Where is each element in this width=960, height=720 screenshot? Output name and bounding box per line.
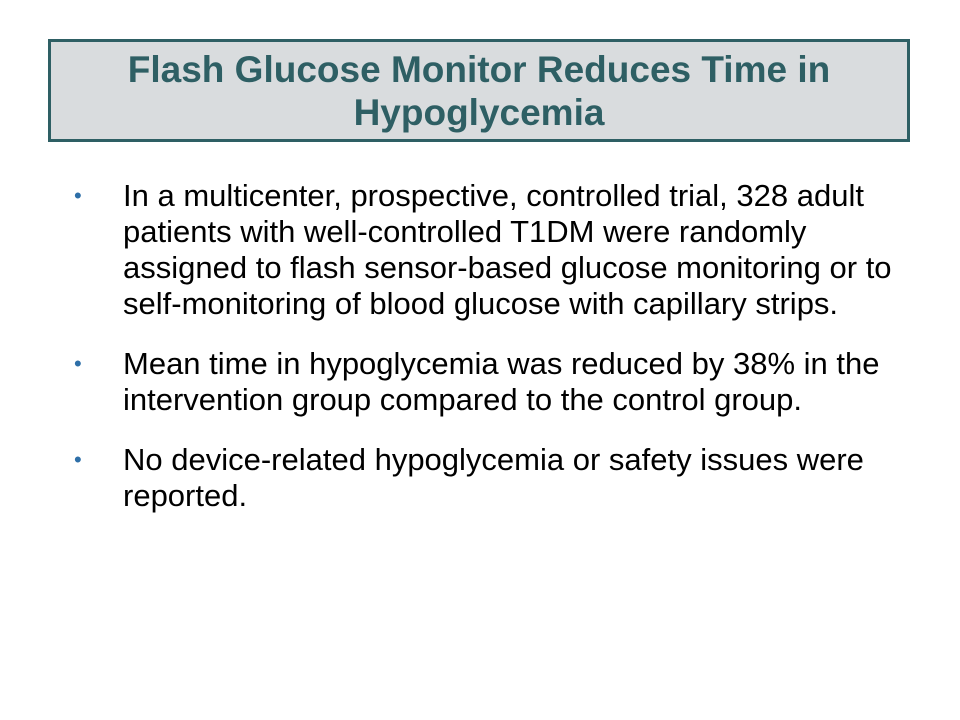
bullet-text: In a multicenter, prospective, controlled trial, 328 adult patients with well-controlled T1DM were randomly assigned to flash sensor-based glucose monitoring or to self-monitoring of blood glucose with capillary strips. (123, 178, 892, 321)
slide-title: Flash Glucose Monitor Reduces Time in Hypoglycemia (127, 48, 831, 133)
bullet-icon: • (74, 351, 82, 376)
bullet-item-result (72, 346, 902, 418)
title-box (48, 39, 910, 142)
bullet-text: Mean time in hypoglycemia was reduced by 38% in the intervention group compared to the control group. (123, 346, 880, 417)
bullet-text: No device-related hypoglycemia or safety issues were reported. (123, 442, 864, 513)
bullet-item-trial (72, 178, 902, 322)
bullet-icon: • (74, 447, 82, 472)
bullet-item-safety (72, 442, 902, 514)
bullet-list (72, 178, 902, 538)
bullet-icon: • (74, 183, 82, 208)
